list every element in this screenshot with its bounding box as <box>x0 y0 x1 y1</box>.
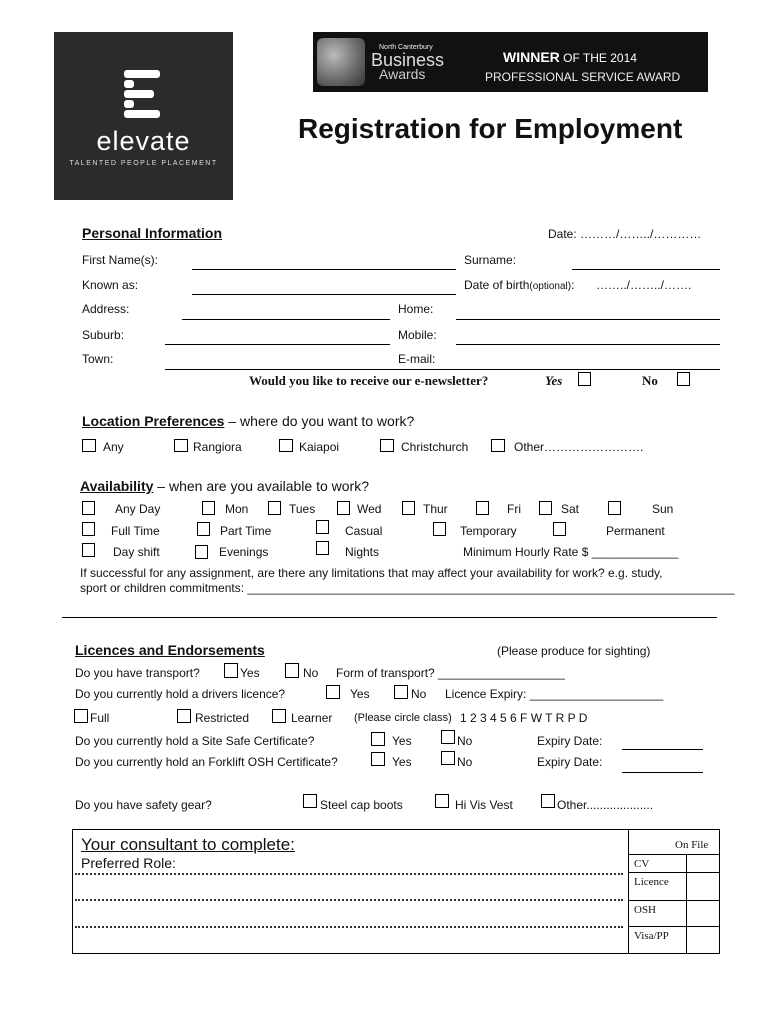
award-line3: Awards <box>379 66 426 82</box>
forklift-question: Do you currently hold an Forklift OSH Certificate? <box>75 755 338 769</box>
on-file-osh-label: OSH <box>634 904 657 916</box>
section-divider <box>62 617 717 618</box>
award-year: OF THE 2014 <box>559 51 637 65</box>
licence-expiry-field[interactable]: Licence Expiry: ____________________ <box>445 687 664 701</box>
forklift-expiry-label: Expiry Date: <box>537 755 603 769</box>
newsletter-no-label: No <box>642 373 658 388</box>
avail-parttime-checkbox[interactable] <box>197 522 210 536</box>
transport-no-checkbox[interactable] <box>285 663 299 678</box>
avail-mon-label: Mon <box>225 502 249 516</box>
site-safe-expiry-field[interactable] <box>622 749 703 750</box>
safety-other-label[interactable]: Other.................... <box>557 798 654 812</box>
preferred-role-line-1[interactable] <box>75 873 623 875</box>
avail-thur-checkbox[interactable] <box>402 501 415 515</box>
avail-anyday-label: Any Day <box>115 502 161 516</box>
avail-nights-label: Nights <box>345 545 380 559</box>
forklift-no-checkbox[interactable] <box>441 751 455 765</box>
award-winner <box>503 49 637 65</box>
address-label: Address: <box>82 302 130 316</box>
location-subheading: – where do you want to work? <box>224 413 415 429</box>
newsletter-question: Would you like to receive our e-newsletter? <box>249 373 489 388</box>
first-names-field[interactable] <box>192 269 456 270</box>
avail-temporary-checkbox[interactable] <box>433 522 446 536</box>
safety-other-checkbox[interactable] <box>541 794 555 808</box>
availability-heading: Availability – when are you available to work? <box>80 478 369 494</box>
location-rangiora-checkbox[interactable] <box>174 439 188 452</box>
min-hourly-rate-field[interactable]: Minimum Hourly Rate $ _____________ <box>463 545 679 559</box>
forklift-expiry-field[interactable] <box>622 772 703 773</box>
sighting-note: (Please produce for sighting) <box>497 644 651 658</box>
availability-subheading: – when are you available to work? <box>153 478 369 494</box>
forklift-yes-checkbox[interactable] <box>371 752 385 766</box>
transport-yes-checkbox[interactable] <box>224 663 238 678</box>
location-rangiora-label: Rangiora <box>193 440 242 454</box>
licence-restricted-label: Restricted <box>195 711 250 725</box>
on-file-table <box>628 829 720 954</box>
licence-learner-label: Learner <box>291 711 333 725</box>
forklift-yes-label: Yes <box>392 755 412 769</box>
avail-thur-label: Thur <box>423 502 448 516</box>
avail-evenings-label: Evenings <box>219 545 269 559</box>
licence-learner-checkbox[interactable] <box>272 709 286 723</box>
email-label: E-mail: <box>398 352 436 366</box>
known-as-field[interactable] <box>192 294 456 295</box>
preferred-role-label: Preferred Role: <box>81 855 176 871</box>
award-banner <box>313 32 708 92</box>
location-kaiapoi-label: Kaiapoi <box>299 440 340 454</box>
avail-fulltime-label: Full Time <box>111 524 160 538</box>
location-christchurch-label: Christchurch <box>401 440 469 454</box>
consultant-heading: Your consultant to complete: <box>81 835 295 854</box>
avail-temporary-label: Temporary <box>460 524 517 538</box>
date-field[interactable]: Date: ………/……../………… <box>548 227 702 241</box>
circle-class-note: (Please circle class) <box>354 712 452 724</box>
avail-sun-label: Sun <box>652 502 674 516</box>
avail-casual-checkbox[interactable] <box>316 520 329 534</box>
award-name: PROFESSIONAL SERVICE AWARD <box>485 70 681 84</box>
mobile-field[interactable] <box>456 344 720 345</box>
avail-tues-label: Tues <box>289 502 316 516</box>
avail-parttime-label: Part Time <box>220 524 272 538</box>
surname-field[interactable] <box>572 269 720 270</box>
surname-label: Surname: <box>464 253 517 267</box>
on-file-row-osh <box>629 900 720 926</box>
dob-field[interactable]: ……../……../……. <box>596 278 692 292</box>
home-label: Home: <box>398 302 434 316</box>
form-of-transport-field[interactable]: Form of transport? ___________________ <box>336 666 565 680</box>
avail-evenings-checkbox[interactable] <box>195 545 208 559</box>
location-other-label[interactable]: Other……………………. <box>514 440 644 454</box>
on-file-licence-label: Licence <box>634 876 669 888</box>
newsletter-yes-checkbox[interactable] <box>578 372 591 386</box>
elevate-logo <box>54 32 233 200</box>
steel-cap-checkbox[interactable] <box>303 794 317 808</box>
preferred-role-line-3[interactable] <box>75 926 623 928</box>
drivers-no-checkbox[interactable] <box>394 685 408 699</box>
location-any-label: Any <box>103 440 124 454</box>
licence-classes[interactable]: 1 2 3 4 5 6 F W T R P D <box>460 711 588 725</box>
transport-yes-label: Yes <box>240 666 260 680</box>
consultant-box <box>72 829 720 954</box>
location-kaiapoi-checkbox[interactable] <box>279 439 293 452</box>
drivers-yes-label: Yes <box>350 687 370 701</box>
first-names-label: First Name(s): <box>82 253 158 267</box>
email-field[interactable] <box>248 369 720 370</box>
location-heading: Location Preferences – where do you want to work? <box>82 413 415 429</box>
suburb-label: Suburb: <box>82 328 125 342</box>
limitations-question-2[interactable]: sport or children commitments: _________________________________________________________________________ <box>80 581 735 595</box>
avail-mon-checkbox[interactable] <box>202 501 215 515</box>
address-field[interactable] <box>182 319 390 320</box>
elevate-e-icon <box>122 68 164 120</box>
avail-permanent-checkbox[interactable] <box>553 522 566 536</box>
avail-nights-checkbox[interactable] <box>316 541 329 555</box>
avail-permanent-label: Permanent <box>606 524 665 538</box>
suburb-field[interactable] <box>165 344 390 345</box>
mobile-label: Mobile: <box>398 328 437 342</box>
on-file-visa-label: Visa/PP <box>634 930 669 942</box>
dob-text: Date of birth <box>464 278 530 292</box>
site-safe-no-label: No <box>457 734 473 748</box>
newsletter-no-checkbox[interactable] <box>677 372 690 386</box>
site-safe-no-checkbox[interactable] <box>441 730 455 744</box>
location-christchurch-checkbox[interactable] <box>380 439 394 452</box>
licences-heading: Licences and Endorsements <box>75 642 265 658</box>
hivis-checkbox[interactable] <box>435 794 449 808</box>
avail-anyday-checkbox[interactable] <box>82 501 95 515</box>
home-field[interactable] <box>456 319 720 320</box>
forklift-no-label: No <box>457 755 473 769</box>
avail-sat-checkbox[interactable] <box>539 501 552 515</box>
transport-question: Do you have transport? <box>75 666 200 680</box>
drivers-yes-checkbox[interactable] <box>326 685 340 699</box>
town-label: Town: <box>82 352 114 366</box>
avail-casual-label: Casual <box>345 524 383 538</box>
personal-heading: Personal Information <box>82 225 223 241</box>
on-file-header: On File <box>675 839 709 851</box>
dob-label <box>464 278 574 292</box>
logo-tagline: TALENTED PEOPLE PLACEMENT <box>69 160 218 167</box>
known-as-label: Known as: <box>82 278 139 292</box>
drivers-no-label: No <box>411 687 427 701</box>
licence-full-label: Full <box>90 711 110 725</box>
on-file-row-visa <box>629 926 720 954</box>
location-other-checkbox[interactable] <box>491 439 505 452</box>
hivis-label: Hi Vis Vest <box>455 798 513 812</box>
avail-wed-label: Wed <box>357 502 382 516</box>
avail-fri-checkbox[interactable] <box>476 501 489 515</box>
licence-restricted-checkbox[interactable] <box>177 709 191 723</box>
logo-word: elevate <box>96 126 191 156</box>
award-line2: Business <box>371 50 445 70</box>
on-file-cv-label: CV <box>634 858 650 870</box>
location-any-checkbox[interactable] <box>82 439 96 452</box>
avail-dayshift-label: Day shift <box>113 545 160 559</box>
avail-wed-checkbox[interactable] <box>337 501 350 515</box>
avail-tues-checkbox[interactable] <box>268 501 281 515</box>
transport-no-label: No <box>303 666 319 680</box>
site-safe-yes-label: Yes <box>392 734 412 748</box>
on-file-row-cv <box>629 854 720 872</box>
avail-fri-label: Fri <box>507 502 521 516</box>
preferred-role-line-2[interactable] <box>75 899 623 901</box>
dob-optional: (optional) <box>529 281 572 292</box>
dob-colon: : <box>571 278 575 292</box>
limitations-question-1: If successful for any assignment, are there any limitations that may affect your availability for work? e.g. study, <box>80 566 663 580</box>
site-safe-yes-checkbox[interactable] <box>371 732 385 746</box>
newsletter-yes-label: Yes <box>545 373 563 388</box>
drivers-licence-question: Do you currently hold a drivers licence? <box>75 687 286 701</box>
on-file-row-licence <box>629 872 720 900</box>
site-safe-question: Do you currently hold a Site Safe Certificate? <box>75 734 315 748</box>
safety-gear-question: Do you have safety gear? <box>75 798 212 812</box>
avail-dayshift-checkbox[interactable] <box>82 543 95 557</box>
licence-full-checkbox[interactable] <box>74 709 88 723</box>
avail-fulltime-checkbox[interactable] <box>82 522 95 536</box>
award-winner-word: WINNER <box>503 49 560 65</box>
award-line1: North Canterbury <box>379 44 433 51</box>
site-safe-expiry-label: Expiry Date: <box>537 734 603 748</box>
award-rock-image <box>317 38 365 86</box>
page-title: Registration for Employment <box>298 113 683 144</box>
avail-sun-checkbox[interactable] <box>608 501 621 515</box>
avail-sat-label: Sat <box>561 502 580 516</box>
steel-cap-label: Steel cap boots <box>320 798 403 812</box>
